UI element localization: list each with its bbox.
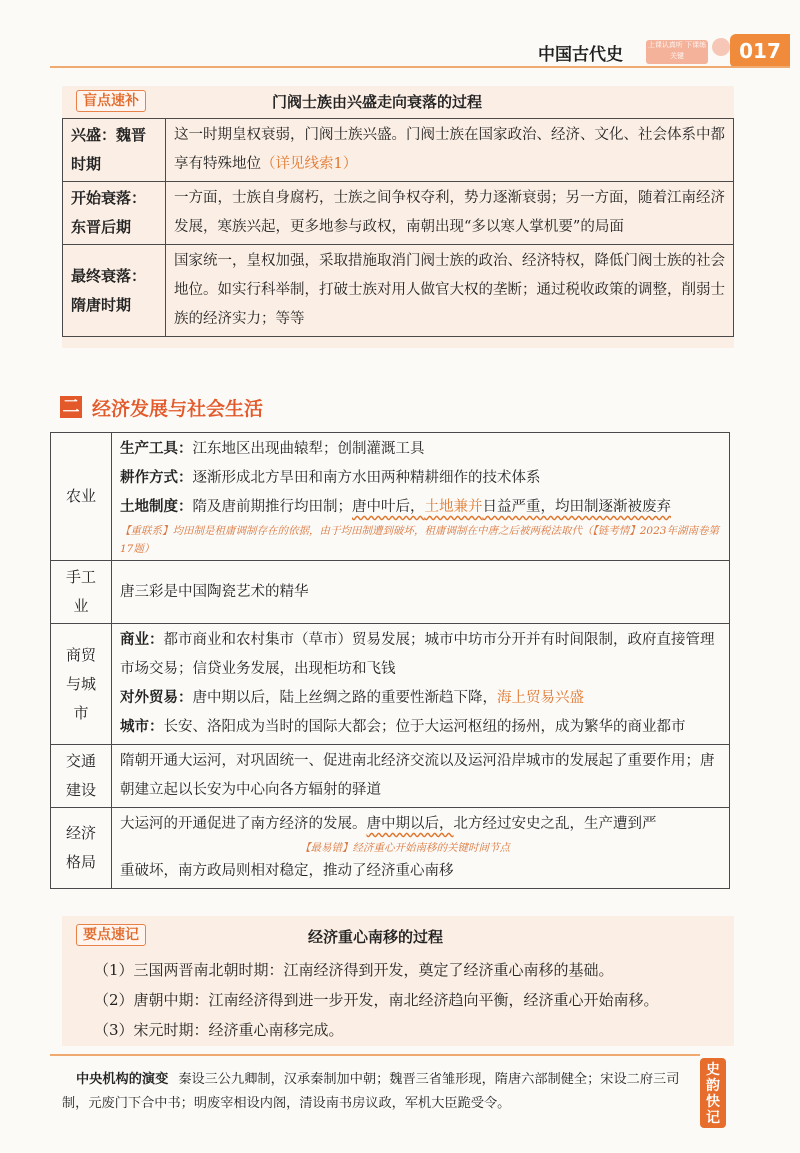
table-row — [51, 745, 730, 808]
row-key: 交通建设 — [51, 745, 112, 808]
footer-mnemonic: 中央机构的演变 秦设三公九卿制，汉承秦制加中朝；魏晋三省雏形现，隋唐六部制健全；宋设二府三司制，元废门下合中书；明废宰相设内阁，清设南书房议政，军机大臣跪受令。 — [62, 1072, 680, 1111]
key-points-title: 经济重心南移的过程 — [308, 928, 444, 946]
table-row — [51, 624, 730, 745]
list-item: （2）唐朝中期：江南经济得到进一步开发，南北经济趋向平衡，经济重心开始南移。 — [94, 991, 659, 1009]
row-value: 生产工具：江东地区出现曲辕犁；创制灌溉工具 耕作方式：逐渐形成北方旱田和南方水田两种精耕细作的技术体系 土地制度：隋及唐前期推行均田制；唐中叶后，土地兼并日益严重，均田制逐渐被废弃 【重联系】均田制是租庸调制存在的依据，由于均田制遭到破坏，租庸调制在中唐之后被两税法取代（【链考情】2023年湖南卷第17题） — [112, 433, 730, 561]
table-row — [51, 433, 730, 561]
row-key: 商贸与城市 — [51, 624, 112, 745]
chapter-title: 中国古代史 — [538, 45, 623, 65]
row-key: 开始衰落：东晋后期 — [63, 182, 166, 245]
footer-side-tab: 史韵快记 — [700, 1058, 726, 1128]
section-number: 二 — [60, 396, 82, 418]
row-value: 一方面，士族自身腐朽，士族之间争权夺利，势力逐渐衰弱；另一方面，随着江南经济发展，寒族兴起，更多地参与政权，南朝出现“多以寒人掌机要”的局面 — [166, 182, 734, 245]
table-row — [63, 182, 734, 245]
row-key: 兴盛：魏晋时期 — [63, 119, 166, 182]
flower-icon — [712, 38, 730, 56]
table-row — [51, 808, 730, 889]
table-row — [51, 561, 730, 624]
table-row — [63, 119, 734, 182]
blind-spot-tag: 盲点速补 — [76, 90, 146, 112]
link-note: 【重联系】均田制是租庸调制存在的依据，由于均田制遭到破坏，租庸调制在中唐之后被两税法取代（【链考情】2023年湖南卷第17题） — [120, 525, 719, 555]
key-points-list — [94, 955, 659, 1045]
gentry-table — [62, 118, 734, 337]
list-item: （3）宋元时期：经济重心南移完成。 — [94, 1021, 344, 1039]
page-number: 017 — [730, 34, 790, 68]
footer-label: 中央机构的演变 — [76, 1072, 169, 1087]
row-key: 农业 — [51, 433, 112, 561]
row-value: 隋朝开通大运河，对巩固统一、促进南北经济交流以及运河沿岸城市的发展起了重要作用；唐朝建立起以长安为中心向各方辐射的驿道 — [112, 745, 730, 808]
list-item: （1）三国两晋南北朝时期：江南经济得到开发，奠定了经济重心南移的基础。 — [94, 961, 614, 979]
header-divider — [50, 66, 790, 68]
row-key: 最终衰落：隋唐时期 — [63, 245, 166, 337]
row-value: 商业：都市商业和农村集市（草市）贸易发展；城市中坊市分开并有时间限制，政府直接管理市场交易；信贷业务发展，出现柜坊和飞钱 对外贸易：唐中期以后，陆上丝绸之路的重要性渐趋下降，海上贸易兴盛 城市：长安、洛阳成为当时的国际大都会；位于大运河枢纽的扬州，成为繁华的商业都市 — [112, 624, 730, 745]
header-slogan: 上课认真听 下课练关键 — [646, 40, 708, 64]
blind-spot-title: 门阀士族由兴盛走向衰落的过程 — [272, 93, 483, 111]
row-key: 经济格局 — [51, 808, 112, 889]
row-key: 手工业 — [51, 561, 112, 624]
row-value: 唐三彩是中国陶瓷艺术的精华 — [112, 561, 730, 624]
table-row — [63, 245, 734, 337]
section-title: 经济发展与社会生活 — [92, 398, 264, 420]
row-value: 国家统一，皇权加强，采取措施取消门阀士族的政治、经济特权，降低门阀士族的社会地位。如实行科举制，打破士族对用人做官大权的垄断；通过税收政策的调整，削弱士族的经济实力；等等 — [166, 245, 734, 337]
row-value: 这一时期皇权衰弱，门阀士族兴盛。门阀士族在国家政治、经济、文化、社会体系中都享有特殊地位（详见线索1） — [166, 119, 734, 182]
economy-table — [50, 432, 730, 889]
row-value: 大运河的开通促进了南方经济的发展。唐中期以后，北方经过安史之乱，生产遭到严 【最易错】经济重心开始南移的关键时间节点 重破坏，南方政局则相对稳定，推动了经济重心南移 — [112, 808, 730, 889]
clue-ref: （详见线索1） — [261, 156, 358, 172]
key-points-tag: 要点速记 — [76, 924, 146, 946]
error-note: 【最易错】经济重心开始南移的关键时间节点 — [300, 842, 510, 854]
footer-divider — [50, 1054, 700, 1056]
